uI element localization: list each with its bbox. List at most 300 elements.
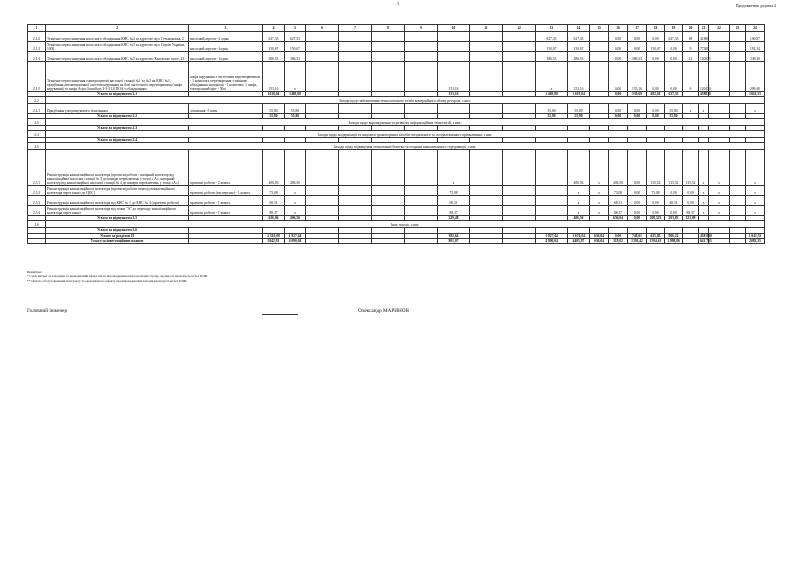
value-cell: 0,00 (609, 114, 628, 119)
value-cell (590, 52, 609, 62)
value-cell: x (285, 196, 306, 206)
value-cell: x (590, 206, 609, 216)
table-row (28, 42, 765, 52)
value-cell (372, 32, 405, 42)
value-cell: 906,22 (665, 233, 683, 238)
value-cell: 2 310,08 (263, 233, 285, 238)
section-row (28, 143, 765, 150)
value-cell (339, 52, 372, 62)
value-cell: 0,00 (683, 196, 699, 206)
value-cell: 382,64 (438, 233, 470, 238)
value-cell: 1 927,44 (285, 233, 306, 238)
value-cell (405, 238, 438, 243)
measure-name: Усього за підпунктом 2.6 (46, 228, 189, 233)
value-cell (372, 196, 405, 206)
value-cell: 55,80 (285, 104, 306, 114)
value-cell: 0,00 (609, 52, 628, 62)
value-cell: 0,00 (609, 42, 628, 52)
value-cell: 627,33 (665, 32, 683, 42)
value-cell (536, 186, 568, 196)
page-number: 3 (397, 1, 399, 6)
column-number: 13 (536, 25, 568, 32)
value-cell: 1594,61 (647, 238, 665, 243)
value-cell: 120450 (699, 62, 709, 92)
column-number: 16 (609, 25, 628, 32)
measure-name: Технічне переоснащення електрощитові насосної станції №1 та №3 на КНС №1, придбання автоматизованої системи керування на базі частотного перетворювача (шафа керування) та шафа Acpu Grundfoss 3-5-31,8 DOA з обладнанням (46, 62, 189, 92)
value-cell (438, 52, 470, 62)
row-number: 2.5.2 (28, 186, 46, 196)
value-cell: 0,00 (628, 206, 647, 216)
value-cell: 0,00 (647, 32, 665, 42)
value-cell (730, 196, 746, 206)
value-cell: 349,30 (746, 52, 765, 62)
column-number-row (28, 25, 765, 32)
value-cell: 5042,81 (263, 238, 285, 243)
value-cell (339, 206, 372, 216)
value-cell (503, 150, 536, 186)
value-cell (730, 150, 746, 186)
value-cell (405, 206, 438, 216)
value-cell: 1469,88 (285, 92, 306, 97)
value-cell: 55,80 (665, 104, 683, 114)
value-cell (730, 104, 746, 114)
value-cell (306, 150, 339, 186)
value-cell: x (746, 206, 765, 216)
physical-volume: проектні роботи (експертиза) - 1 компл. (189, 186, 263, 196)
value-cell (339, 104, 372, 114)
value-cell: 0,00 (647, 114, 665, 119)
column-number: 6 (306, 25, 339, 32)
value-cell: 627,33 (263, 32, 285, 42)
value-cell (590, 104, 609, 114)
physical-volume: шафа керування з частотним перетворювачем - 1 комплект, перетворення з заміною обладнання матеріали - 1 комплект, 1 шафа, електронний щит - 50м (189, 62, 263, 92)
value-cell: 88,37 (609, 206, 628, 216)
value-cell (339, 196, 372, 206)
section-number: 2.4 (28, 131, 46, 138)
value-cell: 192,34 (746, 42, 765, 52)
value-cell: 55,80 (263, 114, 285, 119)
value-cell: 406,56 (609, 150, 628, 186)
table-row (28, 206, 765, 216)
value-cell: 140525 (699, 52, 709, 62)
value-cell: 55,80 (285, 114, 306, 119)
value-cell: x (699, 196, 709, 206)
value-cell: x (285, 186, 306, 196)
value-cell (730, 238, 746, 243)
column-number: 5 (285, 25, 306, 32)
value-cell: 55,80 (665, 114, 683, 119)
physical-volume: насосний агрегат -2 один. (189, 32, 263, 42)
value-cell (709, 32, 730, 42)
value-cell (709, 52, 730, 62)
measure-name: Реконструкція каналізаційного колектора (проектні роботи перехід каналізаційного колектора через канал до ЦОС) (46, 186, 189, 196)
table-row (28, 62, 765, 92)
value-cell (503, 206, 536, 216)
column-number: 17 (628, 25, 647, 32)
value-cell: x (746, 196, 765, 206)
column-number: 9 (405, 25, 438, 32)
table-row (28, 104, 765, 114)
notes-block (27, 270, 427, 283)
value-cell (536, 196, 568, 206)
value-cell (306, 104, 339, 114)
value-cell: 438 830 (700, 233, 712, 238)
physical-volume: проектні роботи - 1 компл. (189, 196, 263, 206)
value-cell (470, 238, 503, 243)
value-cell (405, 62, 438, 92)
value-cell (306, 32, 339, 42)
value-cell (470, 32, 503, 42)
value-cell: 41800 (699, 32, 709, 42)
value-cell (339, 42, 372, 52)
value-cell (730, 62, 746, 92)
value-cell: 88,37 (683, 206, 699, 216)
value-cell: 0,00 (609, 62, 628, 92)
value-cell: 1 927,44 (536, 233, 568, 238)
value-cell: 438830 (700, 92, 711, 96)
value-cell (590, 42, 609, 52)
value-cell: 73,08 (438, 186, 470, 196)
value-cell: 0,00 (647, 104, 665, 114)
value-cell: 68,31 (609, 196, 628, 206)
column-number: 15 (590, 25, 609, 32)
value-cell (503, 196, 536, 206)
value-cell: 406,56 (285, 150, 306, 186)
row-number: 2.1.4 (28, 52, 46, 62)
value-cell (503, 52, 536, 62)
value-cell: x (285, 206, 306, 216)
value-cell: x (568, 186, 590, 196)
physical-volume: проектні роботи - 1 компл. (189, 206, 263, 216)
value-cell: x (590, 150, 609, 186)
measure-name: Придбання ультразвукового лічильника (46, 104, 189, 114)
value-cell: 4 090,04 (285, 238, 306, 243)
value-cell (372, 238, 405, 243)
value-cell (405, 150, 438, 186)
value-cell (405, 32, 438, 42)
value-cell (709, 42, 730, 52)
value-cell (503, 238, 536, 243)
value-cell: 150,67 (568, 42, 590, 52)
value-cell: 0,00 (665, 186, 683, 196)
value-cell (503, 42, 536, 52)
value-cell (306, 52, 339, 62)
column-number: 1 (28, 25, 46, 32)
value-cell (339, 238, 372, 243)
value-cell (470, 62, 503, 92)
value-cell: 627,33 (665, 92, 683, 97)
column-number: 11 (470, 25, 503, 32)
value-cell: x (746, 104, 765, 114)
value-cell: x (699, 206, 709, 216)
value-cell: x (438, 150, 470, 186)
value-cell: 627,33 (285, 32, 306, 42)
value-cell: 1330,42 (628, 238, 647, 243)
value-cell: x (590, 196, 609, 206)
value-cell: x (536, 62, 568, 92)
value-cell: 0,00 (665, 62, 683, 92)
value-cell: 2082,35 (746, 238, 765, 243)
value-cell: x (709, 150, 730, 186)
measure-name: Реконструкція каналізаційного колектора (проектні роботи - напірний колектор від каналізаційної насосної станції № 5 до камери переключень у точці « А», напірний колектор від каналізаційної насосної станції № 4 до камери переключень у точці «А») (46, 150, 189, 186)
signatory-title: Головний інженер (27, 308, 68, 314)
value-cell: 318,02 (609, 238, 628, 243)
value-cell (683, 238, 699, 243)
value-cell: 1 469,88 (536, 92, 568, 97)
column-number: 7 (339, 25, 372, 32)
value-cell: 68,31 (263, 196, 285, 206)
table-row (28, 186, 765, 196)
column-number: 14 (568, 25, 590, 32)
measure-name: Усього за підпунктом 2.4 (46, 138, 189, 143)
value-cell: 153,16 (438, 92, 470, 97)
section-row (28, 131, 765, 138)
value-cell: 539,69 (628, 92, 647, 97)
value-cell (470, 42, 503, 52)
table-row (28, 196, 765, 206)
column-number: 24 (746, 25, 765, 32)
value-cell (405, 104, 438, 114)
value-cell (372, 186, 405, 196)
section-row (28, 119, 765, 126)
value-cell (730, 52, 746, 62)
value-cell (339, 186, 372, 196)
value-cell: x (568, 206, 590, 216)
value-cell: 150,67 (536, 42, 568, 52)
column-number: 8 (372, 25, 405, 32)
value-cell: 801,07 (438, 238, 470, 243)
value-cell: 55,80 (568, 114, 590, 119)
value-cell: 150,67 (285, 42, 306, 52)
value-cell: 0,00 (647, 62, 665, 92)
value-cell: 4 090,04 (536, 238, 568, 243)
value-cell: 0,00 (683, 186, 699, 196)
section-title: Заходи щодо підвищення техногенної безпеки та охорони навколишнього середовища, з них: (46, 143, 765, 150)
value-cell: 492,02 (647, 92, 665, 97)
value-cell: 636,04 (590, 238, 609, 243)
note-line: ** Оплата обслуговування контракту та економічного ефекту від впровадження заходів враховується без ПДВ. (27, 278, 187, 283)
row-number: 2.1.5 (28, 62, 46, 92)
measure-name: Усього за підпунктом 2.2 (46, 114, 189, 119)
column-number: 2 (46, 25, 189, 32)
value-cell: 73,08 (647, 186, 665, 196)
value-cell (590, 32, 609, 42)
column-number: 21 (699, 25, 709, 32)
value-cell: 9 (683, 42, 699, 52)
value-cell: 1618,04 (263, 92, 285, 97)
value-cell: 0,00 (647, 206, 665, 216)
value-cell (730, 42, 746, 52)
value-cell (405, 42, 438, 52)
value-cell: 153,16 (628, 62, 647, 92)
value-cell: 229,48 (438, 216, 470, 221)
value-cell: 406,56 (568, 216, 590, 221)
value-cell: 386,53 (285, 52, 306, 62)
value-cell: 406,56 (285, 216, 306, 221)
value-cell (470, 186, 503, 196)
value-cell: 73,08 (263, 186, 285, 196)
value-cell: 0,00 (609, 233, 628, 238)
section-number: 2.6 (28, 221, 46, 228)
value-cell: 0,00 (665, 42, 683, 52)
value-cell (709, 104, 730, 114)
measure-name: Усього за підпунктом 2.5 (46, 216, 189, 221)
column-number: 19 (665, 25, 683, 32)
value-cell: 150,67 (647, 42, 665, 52)
value-cell: 0,00 (628, 32, 647, 42)
value-cell: 68,31 (665, 196, 683, 206)
value-cell: 0,00 (665, 206, 683, 216)
value-cell: x (709, 196, 730, 206)
value-cell: x (699, 104, 709, 114)
value-cell: 0,00 (665, 52, 683, 62)
value-cell: 386,53 (536, 52, 568, 62)
value-cell: 4405,97 (568, 238, 590, 243)
value-cell (709, 62, 730, 92)
value-cell: 88,37 (438, 206, 470, 216)
column-number: 20 (683, 25, 699, 32)
value-cell (372, 206, 405, 216)
measure-name: Усього за підпунктом 2.1 (46, 92, 189, 97)
value-cell (730, 186, 746, 196)
value-cell (306, 42, 339, 52)
column-number: 10 (438, 25, 470, 32)
row-number: 2.1.2 (28, 32, 46, 42)
value-cell: 406,56 (568, 150, 590, 186)
measure-name: Реконструкція каналізаційного колектора від точки "А" до переходу каналізаційного колектора через канал (46, 206, 189, 216)
value-cell (503, 32, 536, 42)
value-cell: 55,80 (568, 104, 590, 114)
value-cell: 1041,33 (746, 92, 765, 97)
value-cell (590, 62, 609, 92)
value-cell: 153,16 (568, 62, 590, 92)
investment-plan-table (27, 24, 765, 244)
value-cell (339, 62, 372, 92)
value-cell (536, 206, 568, 216)
value-cell: 55,80 (536, 114, 568, 119)
section-number: 2.2 (28, 97, 46, 104)
value-cell (730, 206, 746, 216)
physical-volume: лічильник -5 шин. (189, 104, 263, 114)
value-cell: 0,00 (609, 32, 628, 42)
value-cell (306, 62, 339, 92)
section-title: Заходи щодо впровадження та розвитку інформаційних технологій, з них: (46, 119, 765, 126)
value-cell: 1 674,04 (568, 233, 590, 238)
value-cell: 0,00 (628, 104, 647, 114)
appendix-label: Продовження додатка 4 (735, 3, 776, 8)
value-cell: 636,04 (263, 216, 285, 221)
section-title: Інші заходи, з них: (46, 221, 765, 228)
value-cell (372, 104, 405, 114)
value-cell: 150,67 (263, 42, 285, 52)
value-cell (503, 186, 536, 196)
value-cell: 0,00 (628, 216, 647, 221)
value-cell (372, 150, 405, 186)
value-cell (730, 32, 746, 42)
value-cell: x (285, 62, 306, 92)
value-cell: 100,87 (746, 32, 765, 42)
value-cell: 0,00 (628, 196, 647, 206)
section-title: Заходи щодо модернізації та закупівлі транспортних засобів спеціального та спеціалізованого призначення, з них: (46, 131, 765, 138)
value-cell: x (683, 104, 699, 114)
section-number: 2.5 (28, 143, 46, 150)
value-cell: x (746, 150, 765, 186)
value-cell: 0,00 (628, 114, 647, 119)
value-cell: x (590, 186, 609, 196)
value-cell: 6 (683, 62, 699, 92)
value-cell: 223,89 (683, 216, 699, 221)
value-cell: 0,00 (647, 52, 665, 62)
value-cell (372, 42, 405, 52)
value-cell (503, 104, 536, 114)
value-cell (306, 206, 339, 216)
row-number: 2.5.1 (28, 150, 46, 186)
value-cell: x (709, 206, 730, 216)
value-cell: 655,85 (647, 233, 665, 238)
section-title: Заходи щодо забезпечення технологічного та/або комерційного обліку ресурсів, з них: (46, 97, 765, 104)
value-cell: 55,80 (536, 104, 568, 114)
section-row (28, 97, 765, 104)
row-number: 2.5.3 (28, 196, 46, 206)
value-cell (470, 196, 503, 206)
value-cell: 69 (683, 32, 699, 42)
value-cell: 88,37 (263, 206, 285, 216)
value-cell: 636,04 (609, 216, 628, 221)
subtotal-row (28, 238, 765, 243)
physical-volume: насосний агрегат -1один. (189, 42, 263, 52)
value-cell: 73,08 (609, 186, 628, 196)
value-cell: 386,53 (568, 52, 590, 62)
column-number: 3 (189, 25, 263, 32)
value-cell: 636,04 (590, 233, 609, 238)
value-cell (405, 196, 438, 206)
value-cell: x (568, 196, 590, 206)
section-number: 2.3 (28, 119, 46, 126)
value-cell: 0,00 (609, 92, 628, 97)
value-cell: 1 041,33 (746, 233, 765, 238)
value-cell: 627,33 (536, 32, 568, 42)
value-cell: x (699, 186, 709, 196)
column-number: 18 (647, 25, 665, 32)
value-cell: 406,56 (263, 150, 285, 186)
value-cell (306, 186, 339, 196)
column-number: 23 (730, 25, 746, 32)
signature-line (262, 314, 298, 315)
notes-title: Примітки: (27, 270, 42, 274)
measure-name: Усього за розділом II (46, 233, 189, 238)
value-cell: 0,00 (647, 196, 665, 206)
value-cell (438, 104, 470, 114)
value-cell: 203,83 (665, 216, 683, 221)
value-cell: 55,80 (263, 104, 285, 114)
measure-name: Технічне переоснащення насосного обладнання КНС №3 за адресою: вул. Героїв України, 100Б (46, 42, 189, 52)
value-cell: 0,00 (628, 42, 647, 52)
value-cell: 208,523 (647, 216, 665, 221)
measure-name: Технічне переоснащення насосного обладнання КНС №5 за адресою: Каховське шосе, 23 (46, 52, 189, 62)
value-cell (306, 238, 339, 243)
value-cell: 627,33 (568, 32, 590, 42)
row-number (28, 238, 46, 243)
value-cell (536, 150, 568, 186)
value-cell: 12 (683, 52, 699, 62)
value-cell (339, 150, 372, 186)
value-cell: 135,52 (683, 150, 699, 186)
value-cell (405, 52, 438, 62)
signatory-name: Олександр МАРИНОВ (358, 308, 409, 314)
physical-volume: насосний агрегат -1один. (189, 52, 263, 62)
physical-volume (189, 238, 263, 243)
value-cell (470, 104, 503, 114)
